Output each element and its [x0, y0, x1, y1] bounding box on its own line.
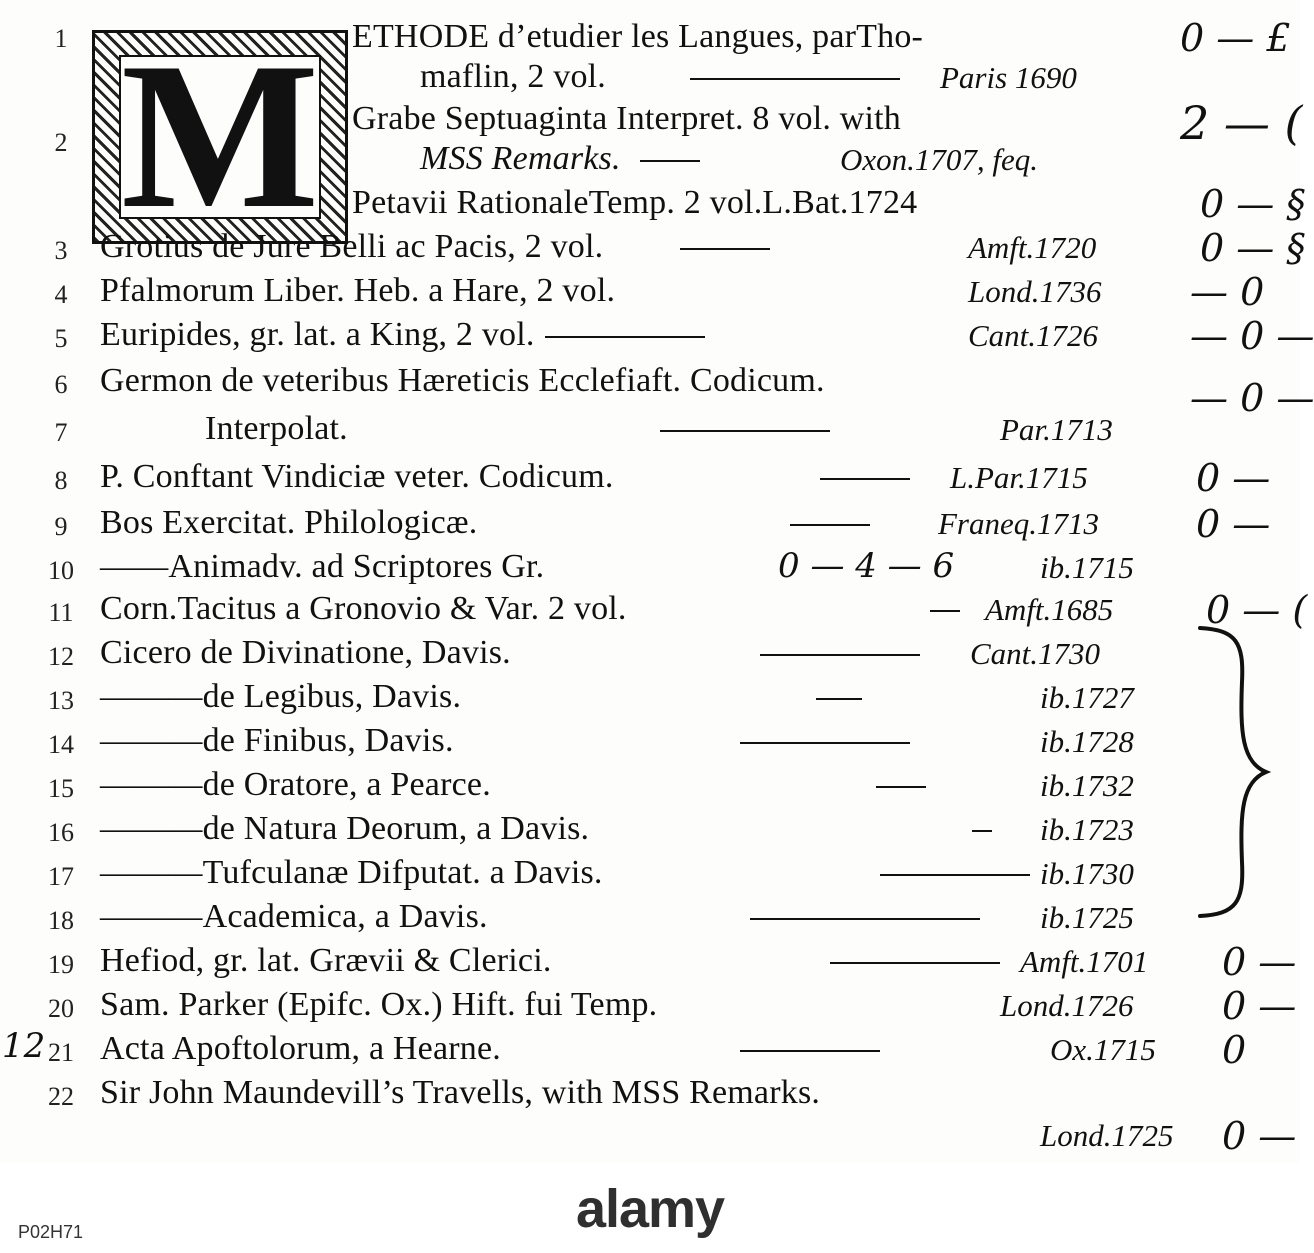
entry-imprint: ib.1725 [1040, 900, 1134, 935]
price-annotation: 0 — ( [1206, 588, 1308, 632]
entry-imprint: ib.1715 [1040, 550, 1134, 585]
leader-dash [680, 248, 770, 250]
entry-title: Cicero de Divinatione, Davis. [100, 634, 511, 671]
entry-title-continuation: MSS Remarks. [420, 140, 621, 177]
lot-number: 19 [48, 950, 74, 979]
entry-title: Euripides, gr. lat. a King, 2 vol. [100, 316, 535, 353]
entry-imprint: ib.1727 [1040, 680, 1134, 715]
entry-imprint: Lond.1736 [968, 274, 1102, 309]
price-annotation: 2 — ( [1180, 96, 1303, 150]
catalogue-entry [0, 548, 1300, 588]
leader-dash [545, 336, 705, 338]
lot-number: 5 [54, 324, 68, 353]
lot-number: 2 [54, 128, 68, 157]
image-code: P02H71 [18, 1222, 84, 1242]
catalogue-entry [0, 986, 1300, 1026]
leader-dash [880, 874, 1030, 876]
lot-number: 13 [48, 686, 74, 715]
leader-dash [750, 918, 980, 920]
catalogue-entry [0, 1026, 1300, 1072]
catalogue-entry [0, 504, 1300, 544]
entry-title: P. Conftant Vindiciæ veter. Codicum. [100, 458, 614, 495]
entry-imprint: Oxon.1707, feq. [840, 142, 1039, 177]
catalogue-entry [0, 272, 1300, 312]
price-annotation: 0 — [1196, 502, 1271, 546]
lot-number: 16 [48, 818, 74, 847]
entry-imprint: ib.1730 [1040, 856, 1134, 891]
entry-imprint: Amft.1685 [985, 592, 1114, 627]
catalogue-entry [0, 1074, 1300, 1114]
lot-number: 17 [48, 862, 74, 891]
entry-title: ——Animadv. ad Scriptores Gr. [100, 548, 545, 585]
price-annotation: 0 — [1222, 1114, 1297, 1158]
lot-number: 21 [48, 1038, 74, 1067]
entry-title: ———de Oratore, a Pearce. [100, 766, 491, 803]
lot-number: 9 [54, 512, 68, 541]
price-annotation: 0 [1222, 1028, 1247, 1072]
catalogue-entry-continuation [0, 1116, 1300, 1156]
entry-imprint: ib.1732 [1040, 768, 1134, 803]
lot-number: 8 [54, 466, 68, 495]
entry-imprint: Ox.1715 [1050, 1032, 1156, 1067]
entry-title: Sir John Maundevill’s Travells, with MSS Remarks. [100, 1074, 821, 1111]
lot-number: 6 [54, 370, 68, 399]
entry-imprint: Amft.1701 [1020, 944, 1149, 979]
price-annotation: — 0 [1190, 270, 1265, 314]
initial-letter: M [121, 20, 320, 252]
entry-imprint: ib.1723 [1040, 812, 1134, 847]
entry-title: Pfalmorum Liber. Heb. a Hare, 2 vol. [100, 272, 616, 309]
entry-imprint: Amft.1720 [968, 230, 1097, 265]
catalogue-entry-continuation [0, 140, 1300, 180]
leader-dash [760, 654, 920, 656]
watermark-logo [0, 1178, 1300, 1240]
entry-imprint: L.Par.1715 [950, 460, 1088, 495]
catalogue-entry [0, 766, 1300, 806]
lot-number: 4 [54, 280, 68, 309]
catalogue-entry [0, 810, 1300, 850]
catalogue-entry [0, 362, 1314, 420]
entry-title: Bos Exercitat. Philologicæ. [100, 504, 478, 541]
leader-dash [640, 160, 700, 162]
entry-imprint: Lond.1725 [1040, 1118, 1174, 1153]
lot-number: 11 [48, 598, 74, 627]
catalogue-entry [0, 678, 1300, 718]
lot-number: 1 [54, 24, 68, 53]
entry-imprint: Lond.1726 [1000, 988, 1134, 1023]
catalogue-entry [0, 942, 1300, 982]
entry-title-continuation: Interpolat. [205, 410, 348, 447]
catalogue-entry [0, 898, 1300, 938]
catalogue-entry-continuation [0, 410, 1300, 450]
lot-number: 20 [48, 994, 74, 1023]
price-annotation: 0 — § [1200, 182, 1306, 226]
catalogue-entry [0, 314, 1314, 358]
entry-title: ———de Legibus, Davis. [100, 678, 462, 715]
catalogue-entry-continuation [0, 58, 1300, 98]
entry-title: Germon de veteribus Hæreticis Ecclefiaft. Codicum. [100, 362, 825, 399]
leader-dash [972, 830, 992, 832]
entry-title: Grotius de Jure Belli ac Pacis, 2 vol. [100, 228, 604, 265]
catalogue-entry [0, 588, 1308, 632]
catalogue-entry [0, 96, 1303, 157]
entry-title: ———Tufculanæ Difputat. a Davis. [100, 854, 603, 891]
handwritten-bracket [1196, 622, 1286, 922]
entry-title: ———de Natura Deorum, a Davis. [100, 810, 590, 847]
leader-dash [790, 524, 870, 526]
watermark-brand: alamy [575, 1179, 725, 1239]
lot-number: 10 [48, 556, 74, 585]
entry-title-continuation: maflin, 2 vol. [420, 58, 606, 95]
leader-dash [740, 1050, 880, 1052]
entry-title: ETHODE d’etudier les Langues, parTho- [352, 18, 924, 55]
lot-number: 7 [54, 418, 68, 447]
lot-number: 3 [54, 236, 68, 265]
price-annotation: 0 — § [1200, 226, 1306, 270]
entry-title: Sam. Parker (Epifc. Ox.) Hift. fui Temp. [100, 986, 658, 1023]
lot-number: 15 [48, 774, 74, 803]
entry-imprint: Cant.1730 [970, 636, 1101, 671]
catalogue-entry [0, 18, 1300, 58]
price-annotation: 0 — [1222, 984, 1297, 1028]
catalogue-entry [0, 458, 1300, 498]
price-annotation: — 0 — [1190, 376, 1314, 420]
entry-imprint: Par.1713 [1000, 412, 1113, 447]
leader-dash [816, 698, 862, 700]
price-annotation: 0 — 4 — 6 [778, 546, 955, 586]
lot-number: 22 [48, 1082, 74, 1111]
entry-imprint: Cant.1726 [968, 318, 1099, 353]
entry-title: Hefiod, gr. lat. Grævii & Clerici. [100, 942, 552, 979]
entry-title: ———de Finibus, Davis. [100, 722, 454, 759]
leader-dash [930, 610, 960, 612]
lot-number: 12 [48, 642, 74, 671]
entry-title: Corn.Tacitus a Gronovio & Var. 2 vol. [100, 590, 627, 627]
leader-dash [690, 78, 900, 80]
price-annotation: 0 — [1222, 940, 1297, 984]
leader-dash [820, 478, 910, 480]
price-annotation: 0 — £ [1180, 16, 1291, 60]
price-annotation: — 0 — [1190, 314, 1314, 358]
price-annotation: 0 — [1196, 456, 1271, 500]
catalogue-entry [0, 854, 1300, 894]
lot-number: 14 [48, 730, 74, 759]
entry-title: Acta Apoftolorum, a Hearne. [100, 1030, 501, 1067]
entry-imprint: Paris 1690 [940, 60, 1077, 95]
catalogue-entry [0, 182, 1306, 226]
entry-title: ———Academica, a Davis. [100, 898, 488, 935]
catalogue-entry [0, 226, 1306, 270]
leader-dash [830, 962, 1000, 964]
lot-number: 18 [48, 906, 74, 935]
entry-imprint: ib.1728 [1040, 724, 1134, 759]
entry-imprint: Franeq.1713 [938, 506, 1100, 541]
leader-dash [876, 786, 926, 788]
entry-title: Petavii RationaleTemp. 2 vol.L.Bat.1724 [352, 184, 918, 221]
catalogue-entry [0, 722, 1300, 762]
margin-annotation: 12 [2, 1026, 46, 1066]
leader-dash [660, 430, 830, 432]
catalogue-entry [0, 634, 1300, 674]
entry-title: Grabe Septuaginta Interpret. 8 vol. with [352, 100, 902, 137]
leader-dash [740, 742, 910, 744]
